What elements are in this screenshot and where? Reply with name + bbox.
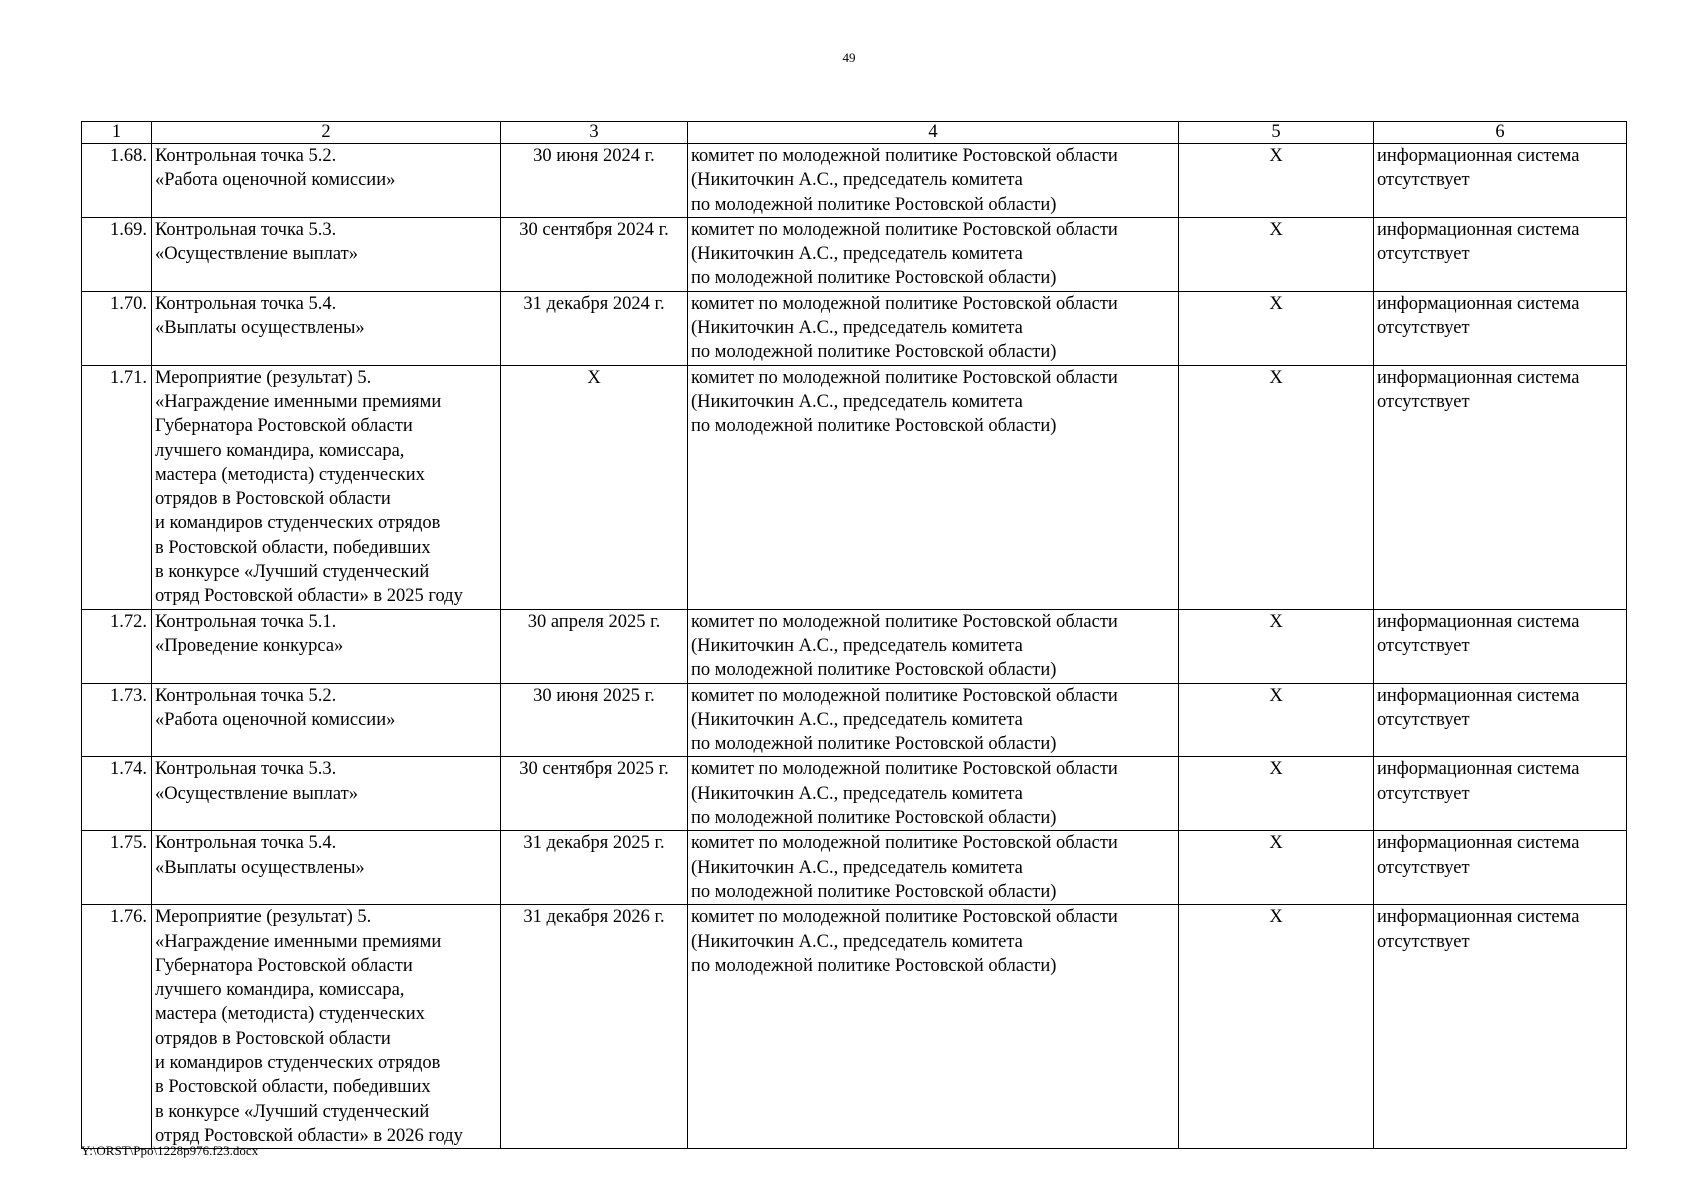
- row-number: 1.76.: [82, 905, 152, 1149]
- event-name: Контрольная точка 5.3. «Осуществление выплат»: [152, 217, 501, 291]
- event-name: Контрольная точка 5.2. «Работа оценочной комиссии»: [152, 144, 501, 218]
- column-5-value: X: [1179, 291, 1374, 365]
- event-name: Контрольная точка 5.4. «Выплаты осуществлены»: [152, 831, 501, 905]
- information-system: информационная система отсутствует: [1374, 144, 1627, 218]
- information-system: информационная система отсутствует: [1374, 831, 1627, 905]
- table-row: [82, 144, 1627, 218]
- column-header: 6: [1374, 122, 1627, 144]
- deadline-date: 30 июня 2024 г.: [501, 144, 688, 218]
- information-system: информационная система отсутствует: [1374, 365, 1627, 609]
- row-number: 1.75.: [82, 831, 152, 905]
- event-name: Контрольная точка 5.4. «Выплаты осуществлены»: [152, 291, 501, 365]
- column-header: 5: [1179, 122, 1374, 144]
- table-row: [82, 831, 1627, 905]
- column-5-value: X: [1179, 609, 1374, 683]
- information-system: информационная система отсутствует: [1374, 609, 1627, 683]
- responsible-executor: комитет по молодежной политике Ростовской области (Никиточкин А.С., председатель комитета по молодежной политике Ростовской области): [688, 217, 1179, 291]
- responsible-executor: комитет по молодежной политике Ростовской области (Никиточкин А.С., председатель комитета по молодежной политике Ростовской области): [688, 609, 1179, 683]
- information-system: информационная система отсутствует: [1374, 757, 1627, 831]
- responsible-executor: комитет по молодежной политике Ростовской области (Никиточкин А.С., председатель комитета по молодежной политике Ростовской области): [688, 905, 1179, 1149]
- responsible-executor: комитет по молодежной политике Ростовской области (Никиточкин А.С., председатель комитета по молодежной политике Ростовской области): [688, 757, 1179, 831]
- column-5-value: X: [1179, 905, 1374, 1149]
- deadline-date: 31 декабря 2024 г.: [501, 291, 688, 365]
- information-system: информационная система отсутствует: [1374, 905, 1627, 1149]
- table-row: [82, 683, 1627, 757]
- deadline-date: X: [501, 365, 688, 609]
- responsible-executor: комитет по молодежной политике Ростовской области (Никиточкин А.С., председатель комитета по молодежной политике Ростовской области): [688, 291, 1179, 365]
- table-row: [82, 291, 1627, 365]
- deadline-date: 31 декабря 2025 г.: [501, 831, 688, 905]
- deadline-date: 30 сентября 2024 г.: [501, 217, 688, 291]
- row-number: 1.71.: [82, 365, 152, 609]
- row-number: 1.74.: [82, 757, 152, 831]
- column-5-value: X: [1179, 365, 1374, 609]
- column-header: 2: [152, 122, 501, 144]
- deadline-date: 31 декабря 2026 г.: [501, 905, 688, 1149]
- event-name: Мероприятие (результат) 5. «Награждение именными премиями Губернатора Ростовской области лучшего командира, комиссара, мастера (методиста) студенческих отрядов в Ростовской области и командиров студенческих отрядов в Ростовской области, победивших в конкурсе «Лучший студенческий отряд Ростовской области» в 2025 году: [152, 365, 501, 609]
- file-path-footer: Y:\ORST\Ppo\1228p976.f23.docx: [81, 1143, 259, 1158]
- event-name: Контрольная точка 5.3. «Осуществление выплат»: [152, 757, 501, 831]
- table-header-row: [82, 122, 1627, 144]
- column-5-value: X: [1179, 683, 1374, 757]
- row-number: 1.69.: [82, 217, 152, 291]
- table-row: [82, 365, 1627, 609]
- row-number: 1.70.: [82, 291, 152, 365]
- event-name: Мероприятие (результат) 5. «Награждение именными премиями Губернатора Ростовской области лучшего командира, комиссара, мастера (методиста) студенческих отрядов в Ростовской области и командиров студенческих отрядов в Ростовской области, победивших в конкурсе «Лучший студенческий отряд Ростовской области» в 2026 году: [152, 905, 501, 1149]
- column-5-value: X: [1179, 757, 1374, 831]
- column-header: 4: [688, 122, 1179, 144]
- responsible-executor: комитет по молодежной политике Ростовской области (Никиточкин А.С., председатель комитета по молодежной политике Ростовской области): [688, 365, 1179, 609]
- responsible-executor: комитет по молодежной политике Ростовской области (Никиточкин А.С., председатель комитета по молодежной политике Ростовской области): [688, 831, 1179, 905]
- row-number: 1.68.: [82, 144, 152, 218]
- row-number: 1.73.: [82, 683, 152, 757]
- responsible-executor: комитет по молодежной политике Ростовской области (Никиточкин А.С., председатель комитета по молодежной политике Ростовской области): [688, 683, 1179, 757]
- deadline-date: 30 апреля 2025 г.: [501, 609, 688, 683]
- column-5-value: X: [1179, 217, 1374, 291]
- table-row: [82, 217, 1627, 291]
- column-header: 1: [82, 122, 152, 144]
- deadline-date: 30 сентября 2025 г.: [501, 757, 688, 831]
- responsible-executor: комитет по молодежной политике Ростовской области (Никиточкин А.С., председатель комитета по молодежной политике Ростовской области): [688, 144, 1179, 218]
- table-row: [82, 757, 1627, 831]
- column-5-value: X: [1179, 144, 1374, 218]
- deadline-date: 30 июня 2025 г.: [501, 683, 688, 757]
- information-system: информационная система отсутствует: [1374, 217, 1627, 291]
- column-header: 3: [501, 122, 688, 144]
- information-system: информационная система отсутствует: [1374, 683, 1627, 757]
- table-row: [82, 905, 1627, 1149]
- page-number: 49: [842, 50, 856, 65]
- event-name: Контрольная точка 5.1. «Проведение конкурса»: [152, 609, 501, 683]
- plan-table: [81, 121, 1627, 1149]
- information-system: информационная система отсутствует: [1374, 291, 1627, 365]
- event-name: Контрольная точка 5.2. «Работа оценочной комиссии»: [152, 683, 501, 757]
- table-row: [82, 609, 1627, 683]
- column-5-value: X: [1179, 831, 1374, 905]
- row-number: 1.72.: [82, 609, 152, 683]
